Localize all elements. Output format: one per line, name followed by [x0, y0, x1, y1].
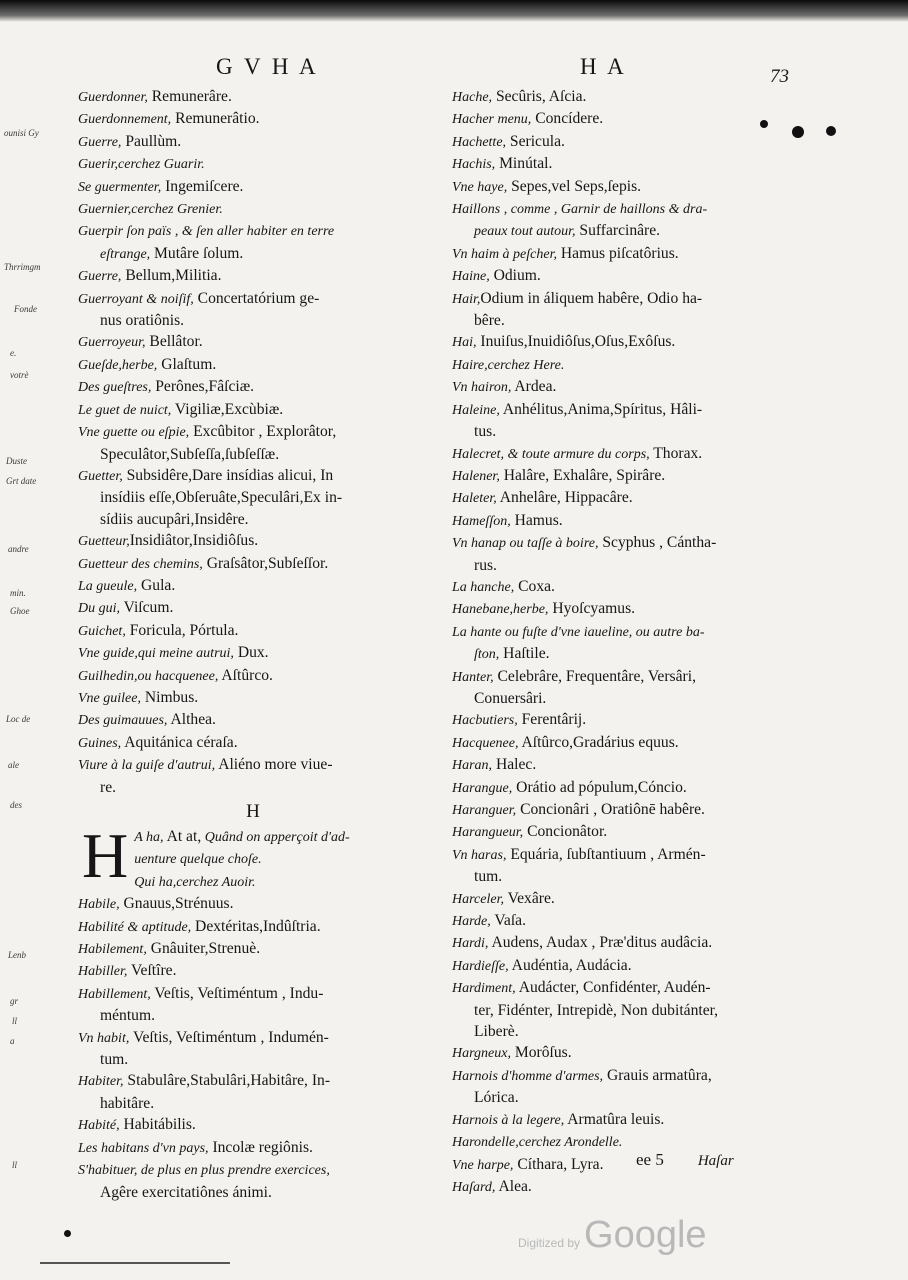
entry-hante: La hante ou fuſte d'vne iaueline, ou autre ba- ſton, Haſtile. — [452, 624, 705, 663]
entry-haleter: Haleter, Anhelâre, Hippacâre. — [452, 489, 633, 507]
entry-harnois-armes: Harnois d'homme d'armes, Grauis armatûra, Lórica. — [452, 1066, 712, 1107]
entry-guilee: Vne guilee, Nimbus. — [78, 688, 199, 706]
entry-hacbutiers: Hacbutiers, Ferentârij. — [452, 711, 587, 729]
entry-guimauues: Des guimauues, Althea. — [78, 711, 216, 729]
digitized-watermark: Digitized by Google — [518, 1214, 707, 1256]
running-header-left: G V H A — [216, 54, 319, 79]
entry-haranguer: Haranguer, Concionâri , Oratiônē habêre. — [452, 801, 705, 818]
entry-haleine: Haleine, Anhélitus,Anima,Spíritus, Hâli- tus. — [452, 400, 703, 441]
right-column — [452, 86, 798, 1198]
entry-habillement: Habillement, Veſtis, Veſtiméntum , Indu- méntum. — [78, 984, 324, 1025]
entry-guichet: Guichet, Foricula, Pórtula. — [78, 621, 239, 639]
margin-note: ll — [12, 1016, 18, 1026]
entry-habiter: Habiter, Stabulâre,Stabulâri,Habitâre, In- habitâre. — [78, 1072, 331, 1112]
entry-harceler: Harceler, Vexâre. — [452, 889, 555, 907]
running-header-right: H A — [580, 54, 627, 79]
entry-habitans: Les habitans d'vn pays, Incolæ regiônis. — [78, 1138, 313, 1156]
margin-note: Lenb — [8, 950, 26, 960]
entry-haran: Haran, Halec. — [452, 756, 537, 774]
entry-guerir: Guerir,cerchez Guarir. — [78, 157, 205, 173]
entry-guerre-bellum: Guerre, Bellum,Militia. — [78, 267, 222, 285]
scan-top-edge — [0, 0, 908, 22]
entry-habite: Habité, Habitábilis. — [78, 1116, 196, 1134]
entry-haine: Haine, Odium. — [452, 267, 541, 285]
entry-hachette: Hachette, Sericula. — [452, 132, 565, 150]
entry-haras: Vn haras, Equária, ſubſtantiuum , Armén- tum. — [452, 845, 706, 886]
entry-guestres: Des gueſtres, Perônes,Fâſciæ. — [78, 378, 255, 396]
entry-hardiesse: Hardieſſe, Audéntia, Audácia. — [452, 956, 632, 974]
entry-hasard: Haſard, Alea. — [452, 1177, 532, 1195]
entry-halener: Halener, Halâre, Exhalâre, Spirâre. — [452, 466, 666, 484]
entry-harangueur: Harangueur, Concionâtor. — [452, 823, 608, 841]
margin-note: Thrrimgm — [4, 262, 41, 272]
margin-note: ll — [12, 1160, 18, 1170]
entry-hardiment: Hardiment, Audácter, Confidénter, Audén- ter, Fidénter, Intrepidè, Non dubitánter, Liberè. — [452, 979, 719, 1041]
entry-hanter: Hanter, Celebrâre, Frequentâre, Versâri, Conuersâri. — [452, 667, 696, 707]
entry-gui: Du gui, Viſcum. — [78, 599, 174, 617]
ink-spot — [760, 120, 768, 128]
entry-guesde: Gueſde,herbe, Glaſtum. — [78, 355, 217, 373]
entry-harpe: Vne harpe, Cíthara, Lyra. — [452, 1155, 604, 1173]
ink-spot — [792, 126, 804, 138]
margin-note: Grt date — [6, 476, 37, 486]
entry-guerdonnement: Guerdonnement, Remunerâtio. — [78, 110, 260, 128]
entry-hachis: Hachis, Minútal. — [452, 155, 553, 173]
entry-habilite: Habilité & aptitude, Dextéritas,Indûſtria. — [78, 917, 321, 935]
entry-viure: Viure à la guiſe d'autrui, Aliéno more viue- re. — [78, 756, 333, 796]
margin-note: min. — [10, 588, 26, 598]
entry-hanebane: Hanebane,herbe, Hyoſcyamus. — [452, 600, 636, 618]
entry-hairon: Vn hairon, Ardea. — [452, 378, 557, 396]
entry-guetter: Guetter, Subsidêre,Dare insídias alicui, In insídiis eſſe,Obſeruâte,Speculâri,Ex in- sídiis aucupâri,Insidêre. — [78, 466, 343, 528]
entry-guet: Le guet de nuict, Vigiliæ,Excùbiæ. — [78, 400, 284, 418]
entry-hamesson: Hameſſon, Hamus. — [452, 511, 563, 529]
entry-hacher: Hacher menu, Concídere. — [452, 110, 604, 128]
scan-bottom-edge — [40, 1262, 230, 1264]
signature-mark: ee 5 — [636, 1150, 664, 1169]
entry-haire: Haire,cerchez Here. — [452, 357, 565, 373]
entry-habiller: Habiller, Veſtîre. — [78, 962, 177, 980]
entry-guide: Vne guide,qui meine autrui, Dux. — [78, 644, 269, 662]
entry-hanche: La hanche, Coxa. — [452, 577, 555, 595]
entry-guetteur-chemins: Guetteur des chemins, Graſsâtor,Subſeſſor. — [78, 554, 329, 572]
margin-note: a — [10, 1036, 15, 1046]
entry-halecret: Halecret, & toute armure du corps, Thorax. — [452, 444, 703, 462]
catchline — [636, 1150, 734, 1170]
entry-guernier: Guernier,cerchez Grenier. — [78, 202, 223, 218]
entry-guerpir: Guerpir ſon païs , & ſen aller habiter en terre eſtrange, Mutâre ſolum. — [78, 224, 335, 262]
entry-guerroyant: Guerroyant & noiſif, Concertatórium ge- nus oratiônis. — [78, 289, 320, 330]
ink-spot — [826, 126, 836, 136]
entry-harnois-legere: Harnois à la legere, Armatûra leuis. — [452, 1110, 665, 1128]
entry-harondelle: Harondelle,cerchez Arondelle. — [452, 1135, 623, 1151]
entry-haim: Vn haim à peſcher, Hamus piſcatôrius. — [452, 244, 679, 262]
entry-guerroyeur: Guerroyeur, Bellâtor. — [78, 333, 203, 351]
entry-a-ha: H A ha, At at, Quând on apperçoit d'ad- uenture quelque choſe. Qui ha,cerchez Auoir. — [82, 826, 350, 891]
entry-haillons: Haillons , comme , Garnir de haillons & dra- peaux tout autour, Suffarcinâre. — [452, 202, 708, 240]
ink-spot — [64, 1230, 71, 1237]
left-column — [78, 86, 428, 1203]
entry-guetteur: Guetteur,Insidiâtor,Insidiôſus. — [78, 532, 259, 550]
entry-gueule: La gueule, Gula. — [78, 576, 176, 594]
entry-guines: Guines, Aquitánica céraſa. — [78, 733, 238, 751]
section-heading-h: H — [246, 801, 260, 822]
entry-habilement: Habilement, Gnâuiter,Strenuè. — [78, 940, 261, 958]
margin-note: des — [10, 800, 22, 810]
margin-note: ale — [8, 760, 19, 770]
entry-guerdonner: Guerdonner, Remunerâre. — [78, 88, 232, 105]
entry-habile: Habile, Gnauus,Strénuus. — [78, 895, 234, 913]
margin-note: Loc de — [6, 714, 31, 724]
catchword: Haſar — [697, 1153, 734, 1169]
margin-note: Ghoe — [10, 606, 30, 616]
entry-guette: Vne guette ou eſpie, Excûbitor , Explorâtor, Speculâtor,Subſeſſa,ſubſeſſæ. — [78, 423, 337, 463]
entry-hacquenee: Hacquenee, Aſtûrco,Gradárius equus. — [452, 733, 679, 751]
margin-note: Duste — [6, 456, 27, 466]
entry-hair: Hair,Odium in áliquem habêre, Odio ha- bêre. — [452, 289, 703, 330]
entry-guerre-paullum: Guerre, Paullùm. — [78, 132, 182, 150]
margin-note: ounisi Gy — [4, 128, 39, 138]
margin-note: Fonde — [14, 304, 37, 314]
margin-note: e. — [10, 348, 17, 358]
entry-habit: Vn habit, Veſtis, Veſtiméntum , Indumén- tum. — [78, 1028, 329, 1069]
entry-hargneux: Hargneux, Morôſus. — [452, 1044, 572, 1062]
entry-hardi: Hardi, Audens, Audax , Præ'ditus audâcia. — [452, 934, 713, 952]
entry-hanap: Vn hanap ou taſſe à boire, Scyphus , Cántha- rus. — [452, 534, 717, 574]
entry-harde: Harde, Vaſa. — [452, 912, 526, 930]
entry-habituer: S'habituer, de plus en plus prendre exercices, Agêre exercitatiônes ánimi. — [78, 1163, 330, 1201]
margin-note: votrè — [10, 370, 29, 380]
entry-harangue: Harangue, Orátio ad pópulum,Cóncio. — [452, 778, 687, 796]
margin-note: gr — [10, 996, 19, 1006]
entry-hai: Hai, Inuiſus,Inuidiôſus,Oſus,Exôſus. — [452, 333, 676, 351]
entry-guilhedin: Guilhedin,ou hacquenee, Aſtûrco. — [78, 666, 273, 684]
drop-cap: H — [82, 826, 129, 891]
entry-se-guermenter: Se guermenter, Ingemiſcere. — [78, 177, 244, 195]
entry-haye: Vne haye, Sepes,vel Seps,ſepis. — [452, 177, 642, 195]
entry-hache: Hache, Secûris, Aſcia. — [452, 88, 587, 105]
margin-note: andre — [8, 544, 29, 554]
page-number: 73 — [770, 66, 789, 87]
